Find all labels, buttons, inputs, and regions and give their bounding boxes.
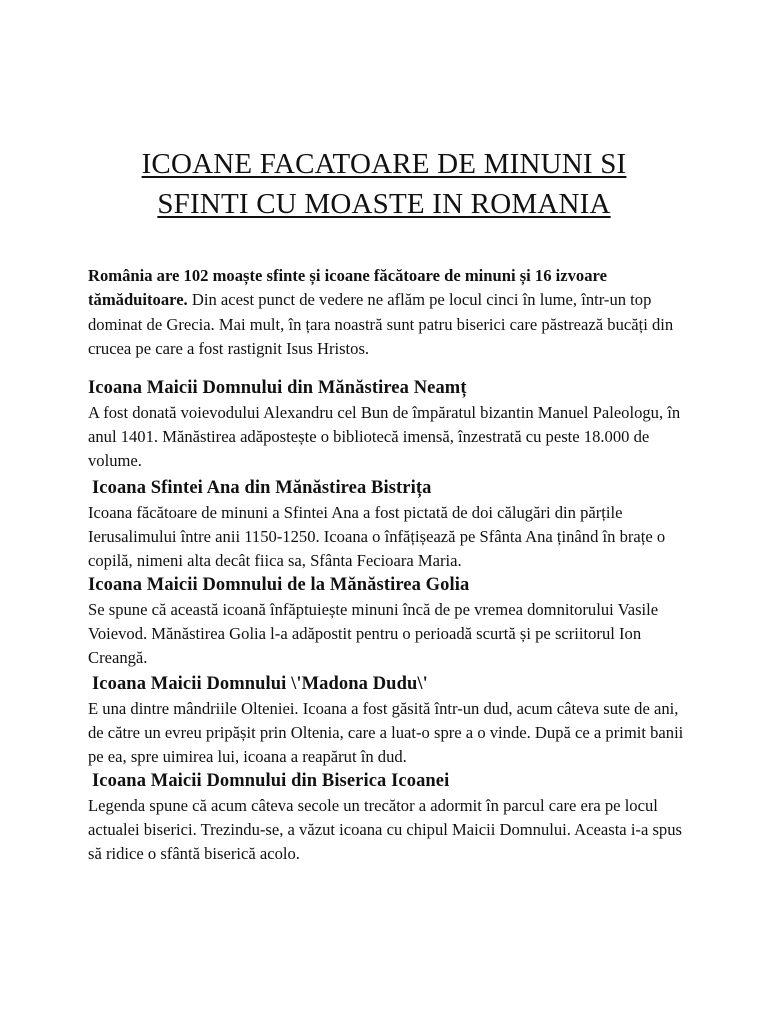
section-heading: Icoana Maicii Domnului din Mănăstirea Neamț: [88, 378, 467, 398]
section-body: Icoana făcătoare de minuni a Sfintei Ana a fost pictată de doi călugări din părțile Ierusalimului între anii 1150-1250. Icoana o înfățișează pe Sfânta Ana ținând în brațe o copilă, nimeni alta decât fiica sa, Sfânta Fecioara Maria.: [88, 503, 666, 571]
section-madona-dudu: [88, 672, 698, 770]
section-heading: Icoana Maicii Domnului de la Mănăstirea Golia: [88, 575, 470, 595]
section-golia: [88, 573, 698, 671]
section-heading: Icoana Maicii Domnului din Biserica Icoanei: [92, 771, 450, 791]
intro-rest: Din acest punct de vedere ne aflăm pe locul cinci în lume, într-un top dominat de Grecia. Mai mult, în țara noastră sunt patru biserici care păstrează bucăți din crucea pe care a fost rastignit Isus Hristos.: [88, 290, 674, 359]
document-title-line-1: ICOANE FACATOARE DE MINUNI SI: [141, 148, 627, 180]
intro-paragraph: [88, 264, 688, 362]
section-biserica-icoanei: [88, 769, 698, 867]
intro-bold-lead: România are 102 moaște sfinte și icoane făcătoare de minuni și 16 izvoare tămăduitoare.: [88, 266, 607, 310]
section-body: E una dintre mândriile Olteniei. Icoana a fost găsită într-un dud, acum câteva sute de ani, de către un evreu pripășit prin Oltenia, care a luat-o spre a o vinde. După ce a primit banii pe ea, spre uimirea lui, icoana a reapărut în dud.: [88, 699, 684, 767]
section-bistrita: [88, 476, 698, 574]
document-title-line-2: SFINTI CU MOASTE IN ROMANIA: [157, 188, 611, 220]
section-heading: Icoana Maicii Domnului \'Madona Dudu\': [92, 674, 428, 694]
section-body: A fost donată voievodului Alexandru cel Bun de împăratul bizantin Manuel Paleologu, în anul 1401. Mănăstirea adăpostește o bibliotecă imensă, înzestrată cu peste 18.000 de volume.: [88, 403, 681, 471]
section-neamt: [88, 376, 698, 474]
section-body: Legenda spune că acum câteva secole un trecător a adormit în parcul care era pe locul actualei biserici. Trezindu-se, a văzut icoana cu chipul Maicii Domnului. Aceasta i-a spus să ridice o sfântă biserică acolo.: [88, 796, 682, 864]
section-heading: Icoana Sfintei Ana din Mănăstirea Bistrița: [92, 478, 432, 498]
section-body: Se spune că această icoană înfăptuiește minuni încă de pe vremea domnitorului Vasile Voievod. Mănăstirea Golia l-a adăpostit pentru o perioadă scurtă și pe scriitorul Ion Creangă.: [88, 600, 659, 668]
